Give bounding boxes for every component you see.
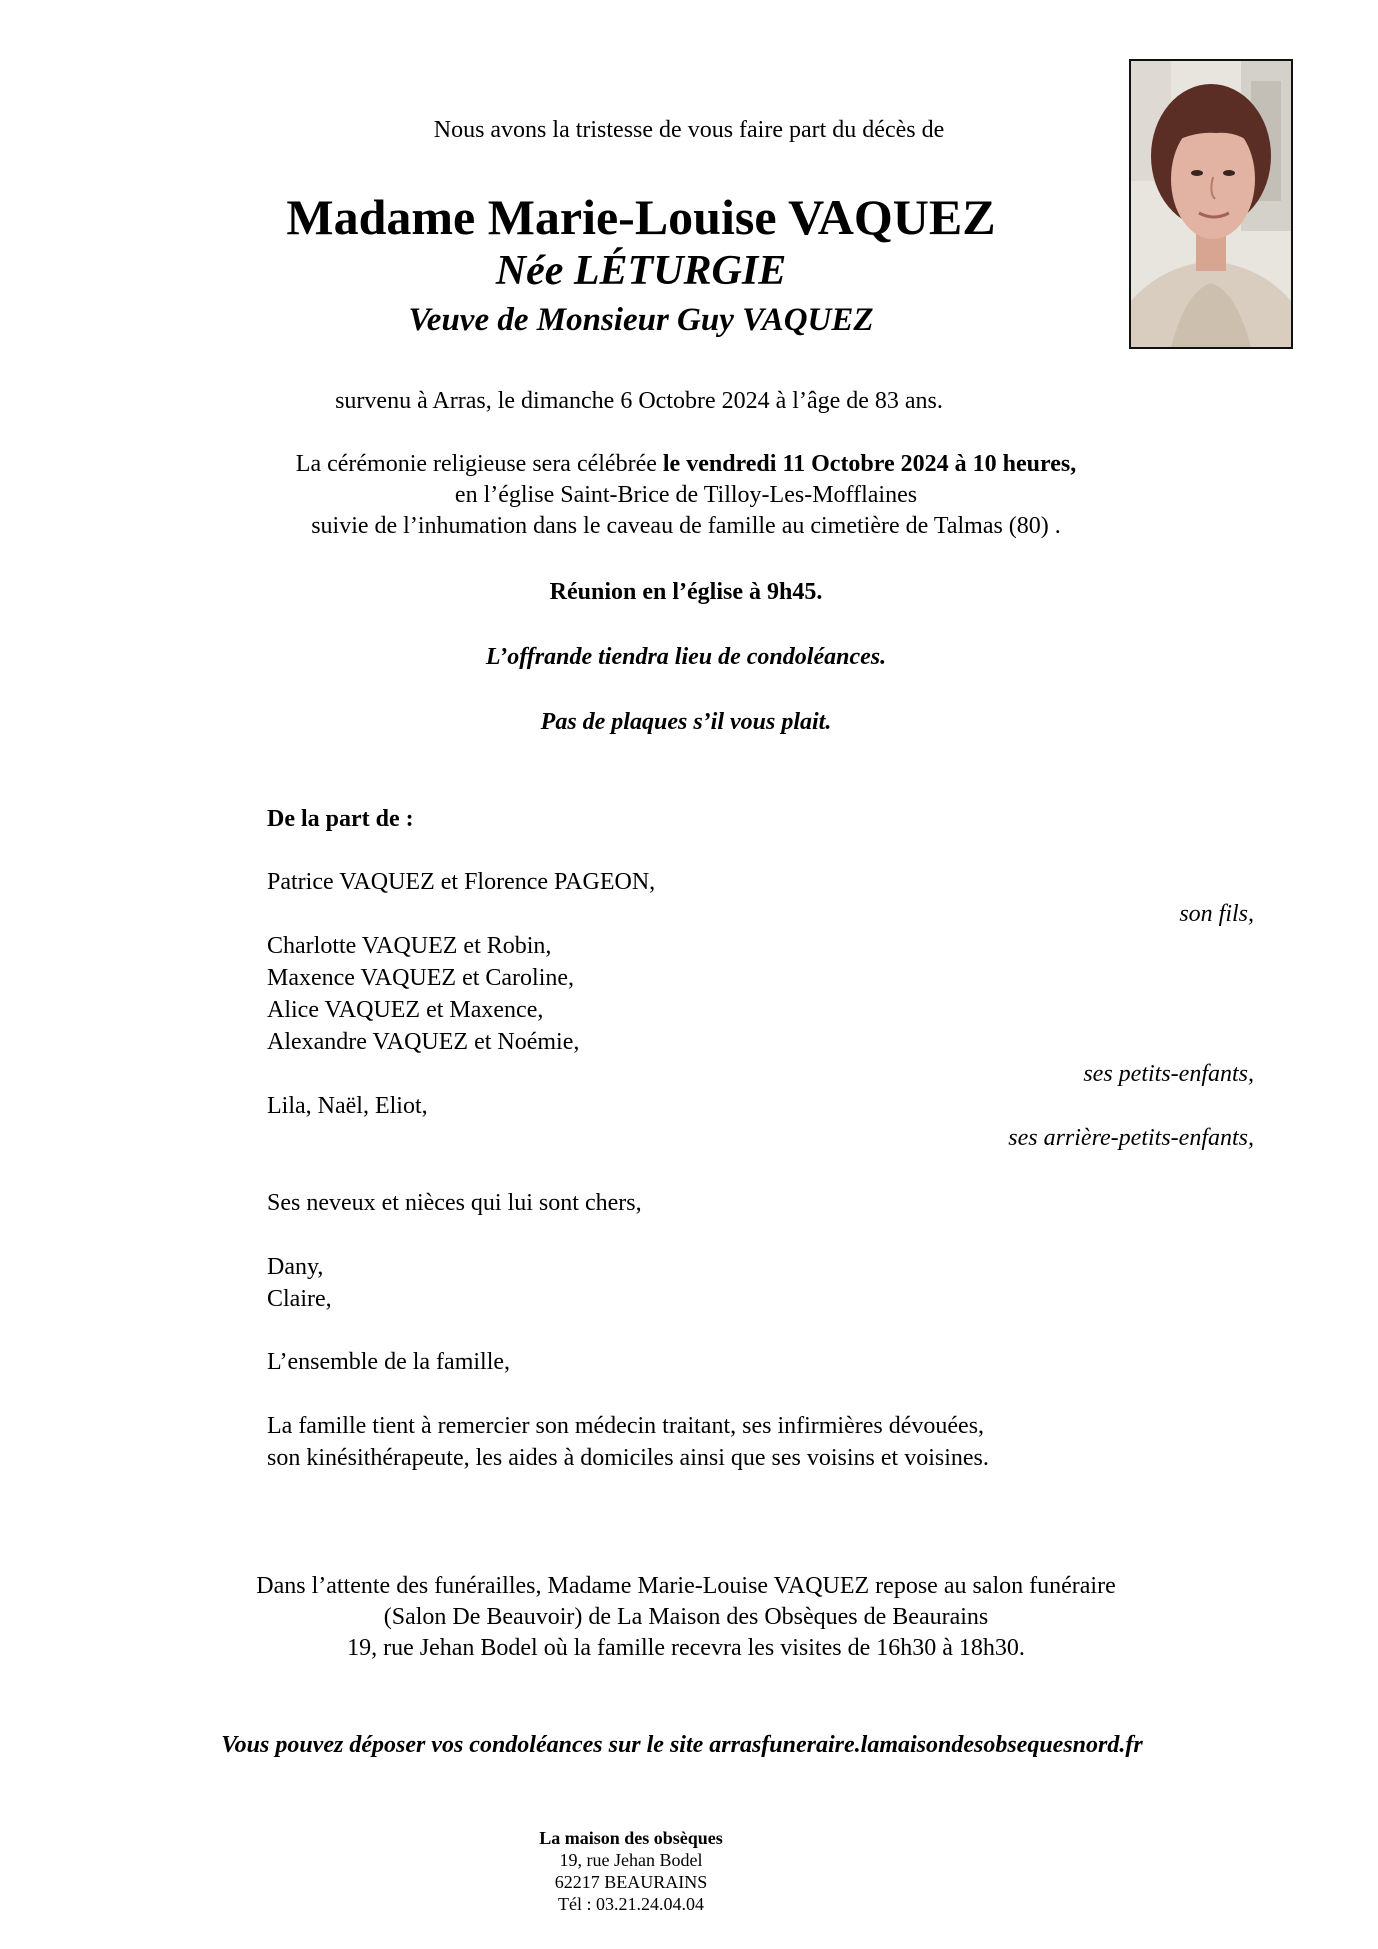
son-names: Patrice VAQUEZ et Florence PAGEON, <box>267 869 656 895</box>
ceremony-line-1 <box>0 449 1375 479</box>
grandchild-line: Maxence VAQUEZ et Caroline, <box>267 965 575 991</box>
reunion-note: Réunion en l’église à 9h45. <box>549 579 823 605</box>
salon-line: Dans l’attente des funérailles, Madame Marie-Louise VAQUEZ repose au salon funéraire <box>256 1573 1116 1599</box>
ceremony-line-3: suivie de l’inhumation dans le caveau de famille au cimetière de Talmas (80) . <box>311 513 1061 539</box>
great-grandchildren-names: Lila, Naël, Eliot, <box>267 1093 428 1119</box>
salon-line: (Salon De Beauvoir) de La Maison des Obsèques de Beaurains <box>383 1604 989 1630</box>
offrande-note: L’offrande tiendra lieu de condoléances. <box>485 644 887 670</box>
death-info: survenu à Arras, le dimanche 6 Octobre 2024 à l’âge de 83 ans. <box>335 388 943 414</box>
ceremony-line-1-plain: La cérémonie religieuse sera célébrée <box>295 451 663 477</box>
nephews-line: Ses neveux et nièces qui lui sont chers, <box>267 1190 642 1216</box>
funeral-home-name: La maison des obsèques <box>539 1828 723 1848</box>
grandchild-line: Alexandre VAQUEZ et Noémie, <box>267 1029 580 1055</box>
funeral-home-city: 62217 BEAURAINS <box>554 1872 708 1892</box>
other-relative: Dany, <box>267 1254 324 1280</box>
intro-text: Nous avons la tristesse de vous faire part du décès de <box>433 117 945 143</box>
thanks-line: La famille tient à remercier son médecin traitant, ses infirmières dévouées, <box>267 1413 985 1439</box>
condolences-link-text: Vous pouvez déposer vos condoléances sur le site arrasfuneraire.lamaisondesobsequesnord.fr <box>221 1732 1143 1758</box>
thanks-line: son kinésithérapeute, les aides à domiciles ainsi que ses voisins et voisines. <box>267 1445 989 1471</box>
son-label: son fils, <box>1179 901 1254 927</box>
great-grandchildren-label: ses arrière-petits-enfants, <box>1008 1125 1254 1151</box>
from-heading: De la part de : <box>267 806 414 832</box>
widow-of: Veuve de Monsieur Guy VAQUEZ <box>408 302 874 338</box>
grandchildren-label: ses petits-enfants, <box>1083 1061 1254 1087</box>
deceased-name: Madame Marie-Louise VAQUEZ <box>286 189 996 245</box>
grandchild-line: Alice VAQUEZ et Maxence, <box>267 997 544 1023</box>
funeral-home-address: 19, rue Jehan Bodel <box>559 1850 703 1870</box>
salon-line: 19, rue Jehan Bodel où la famille recevra les visites de 16h30 à 18h30. <box>347 1635 1025 1661</box>
ceremony-date: le vendredi 11 Octobre 2024 à 10 heures, <box>662 451 1077 477</box>
family-line: L’ensemble de la famille, <box>267 1349 511 1375</box>
funeral-home-phone: Tél : 03.21.24.04.04 <box>558 1894 704 1914</box>
maiden-name: Née LÉTURGIE <box>495 248 787 294</box>
plaques-note: Pas de plaques s’il vous plait. <box>540 709 832 735</box>
grandchild-line: Charlotte VAQUEZ et Robin, <box>267 933 552 959</box>
ceremony-line-2: en l’église Saint-Brice de Tilloy-Les-Mofflaines <box>454 482 918 508</box>
other-relative: Claire, <box>267 1286 332 1312</box>
